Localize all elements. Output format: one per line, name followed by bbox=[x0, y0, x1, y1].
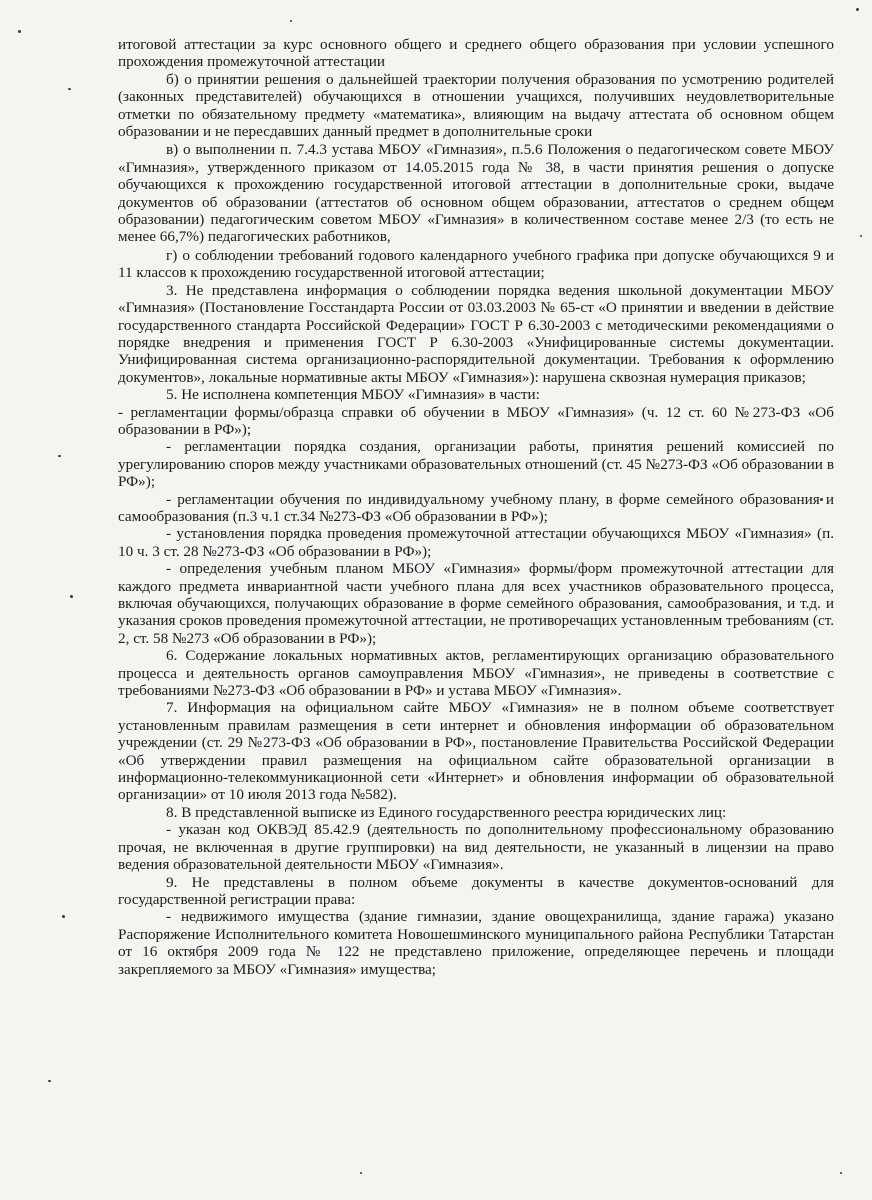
paragraph: - регламентации формы/образца справки об обучении в МБОУ «Гимназия» (ч. 12 ст. 60 №273-ФЗ «Об образовании в РФ»); bbox=[118, 403, 834, 438]
scan-speck bbox=[290, 20, 292, 22]
paragraph: итоговой аттестации за курс основного общего и среднего общего образования при условии успешного прохождения промежуточной аттестации bbox=[118, 36, 834, 71]
scan-speck bbox=[18, 30, 21, 33]
paragraph: - указан код ОКВЭД 85.42.9 (деятельность по дополнительному профессиональному образованию прочая, не включенная в другие группировки) на вид деятельности, не указанный в лицензии на право ведения образовательной деятельности МБОУ «Гимназия». bbox=[118, 821, 834, 874]
paragraph: б) о принятии решения о дальнейшей траектории получения образования по усмотрению родителей (законных представителей) обучающихся в отношении учащихся, получивших неудовлетворительные отметки по обязательному предмету «математика», влияющим на выдачу аттестата об основном общем образовании и не пересдавших данный предмет в дополнительные сроки bbox=[118, 70, 834, 141]
scan-speck bbox=[840, 1172, 842, 1174]
paragraph: 8. В представленной выписке из Единого государственного реестра юридических лиц: bbox=[166, 803, 727, 821]
paragraph: - регламентации порядка создания, организации работы, принятия решений комиссией по урегулированию споров между участниками образовательных отношений (ст. 45 №273-ФЗ «Об образовании в РФ»); bbox=[118, 438, 834, 491]
scan-speck bbox=[48, 1080, 51, 1082]
scan-speck bbox=[856, 8, 859, 11]
paragraph: - регламентации обучения по индивидуальному учебному плану, в форме семейного образования и самообразования (п.3 ч.1 ст.34 №273-ФЗ «Об образовании в РФ»); bbox=[118, 490, 834, 525]
paragraph: г) о соблюдении требований годового календарного учебного графика при допуске обучающихся 9 и 11 классов к прохождению государственной итоговой аттестации; bbox=[118, 246, 834, 282]
paragraph: - установления порядка проведения промежуточной аттестации обучающихся МБОУ «Гимназия» (п. 10 ч. 3 ст. 28 №273-ФЗ «Об образовании в РФ»); bbox=[118, 525, 834, 560]
paragraph: - определения учебным планом МБОУ «Гимназия» формы/форм промежуточной аттестации для каждого предмета инвариантной части учебного плана для всех участников образовательного процесса, включая обучающихся, получающих образование в форме семейного образования, самообразования, и т.д. и указания сроков проведения промежуточной аттестации, не противоречащих установленным требованиям (ст. 2, ст. 58 №273 «Об образовании в РФ»); bbox=[118, 560, 834, 647]
paragraph: в) о выполнении п. 7.4.3 устава МБОУ «Гимназия», п.5.6 Положения о педагогическом совете МБОУ «Гимназия», утвержденного приказом от 14.05.2015 года № 38, в части принятия решения о допуске обучающихся к прохождению государственной итоговой аттестации в дополнительные сроки, выдаче документов об образовании (аттестатов об основном общем образовании, аттестатов о среднем общем образовании) педагогическим советом МБОУ «Гимназия» в количественном составе менее 2/3 (то есть не менее 66,7%) педагогических работников, bbox=[118, 141, 834, 246]
scan-speck bbox=[860, 235, 862, 237]
document-body bbox=[118, 36, 834, 978]
scan-speck bbox=[62, 915, 65, 918]
scan-speck bbox=[58, 455, 61, 457]
paragraph: 9. Не представлены в полном объеме документы в качестве документов-оснований для государственной регистрации права: bbox=[118, 873, 834, 908]
scan-speck bbox=[70, 595, 73, 598]
paragraph: 5. Не исполнена компетенция МБОУ «Гимназия» в части: bbox=[166, 386, 540, 404]
paragraph: 6. Содержание локальных нормативных актов, регламентирующих организацию образовательного процесса и деятельность органов самоуправления МБОУ «Гимназия», не приведены в соответствие с требованиями №273-ФЗ «Об образовании в РФ» и устава МБОУ «Гимназия». bbox=[118, 647, 834, 700]
scan-speck bbox=[68, 88, 71, 90]
paragraph: - недвижимого имущества (здание гимназии, здание овощехранилища, здание гаража) указано Распоряжение Исполнительного комитета Новошешминского муниципального района Республики Татарстан от 16 октября 2009 года № 122 не представлено приложение, определяющее перечень и площади закрепляемого за МБОУ «Гимназия» имущества; bbox=[118, 908, 834, 978]
paragraph: 7. Информация на официальном сайте МБОУ «Гимназия» не в полном объеме соответствует установленным правилам размещения в сети интернет и обновления информации об образовательном учреждении (ст. 29 №273-ФЗ «Об образовании в РФ», постановление Правительства Российской Федерации «Об утверждении правил размещения на официальном сайте образовательной организации в информационно-телекоммуникационной сети «Интернет» и обновления информации об образовательной организации» от 10 июля 2013 года №582). bbox=[118, 699, 834, 804]
scan-speck bbox=[360, 1172, 362, 1174]
paragraph: 3. Не представлена информация о соблюдении порядка ведения школьной документации МБОУ «Гимназия» (Постановление Госстандарта России от 03.03.2003 № 65-ст «О принятии и введении в действие государственного стандарта Российской Федерации» ГОСТ Р 6.30-2003 с методическими рекомендациями о порядке внедрения и применения ГОСТ Р 6.30-2003 «Унифицированные системы документации. Унифицированная система организационно-распорядительной документации. Требования к оформлению документов», локальные нормативные акты МБОУ «Гимназия»): нарушена сквозная нумерация приказов; bbox=[118, 281, 834, 386]
